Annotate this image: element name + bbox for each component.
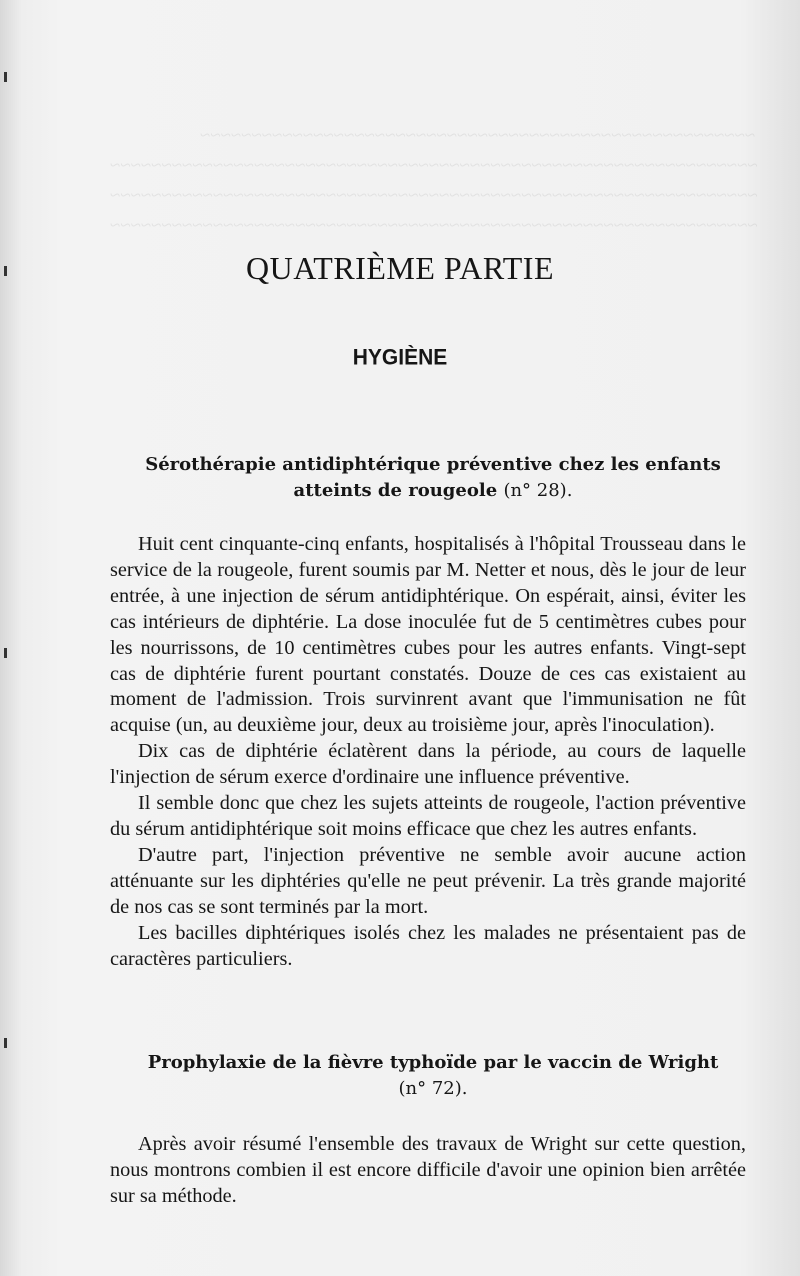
margin-mark xyxy=(4,648,7,658)
subsection-title-text: atteints de rougeole xyxy=(293,480,498,501)
reference-number: (n° 72). xyxy=(398,1078,468,1099)
margin-mark xyxy=(4,1038,7,1048)
subsection-title-line: Sérothérapie antidiphtérique préventive chez les enfants xyxy=(145,454,721,475)
show-through-texture: ~~~~~~~~~~~~~~~~~~~~~~~~~~~~~~~~~~~~~~~~~~~~~~~~~~~~~~~~~~~~~~~ xyxy=(110,215,758,236)
show-through-texture: ~~~~~~~~~~~~~~~~~~~~~~~~~~~~~~~~~~~~~~~~~~~~~~~~~~~~~~~~~~~~~~~ xyxy=(110,155,758,176)
subsection-heading xyxy=(108,452,758,504)
show-through-texture: ~~~~~~~~~~~~~~~~~~~~~~~~~~~~~~~~~~~~~~~~~~~~~~~~~~~~~~~~~~~~~~~ xyxy=(110,185,758,206)
subsection-title-line xyxy=(108,478,758,504)
reference-number: (n° 28). xyxy=(503,480,573,501)
paragraph: Huit cent cinquante-cinq enfants, hospitalisés à l'hôpital Trousseau dans le service de la rougeole, furent soumis par M. Netter et nous, dès le jour de leur entrée, à une injection de sérum antidiphtérique. On espérait, ainsi, éviter les cas intérieurs de diphtérie. La dose inoculée fut de 5 centimètres cubes pour les nourrissons, de 10 centimètres cubes pour les autres enfants. Vingt-sept cas de diphtérie furent pourtant constatés. Douze de ces cas existaient au moment de l'admission. Trois survinrent avant que l'immunisation ne fût acquise (un, au deuxième jour, deux au troisième jour, après l'inoculation). xyxy=(110,533,746,737)
paragraph: D'autre part, l'injection préventive ne semble avoir aucune action atténuante sur les diphtéries qu'elle ne peut prévenir. La très grande majorité de nos cas se sont terminés par la mort. xyxy=(110,843,746,918)
subsection-title-line: Prophylaxie de la fièvre typhoïde par le vaccin de Wright xyxy=(147,1052,719,1073)
body-text xyxy=(110,1132,746,1210)
part-title: QUATRIÈME PARTIE xyxy=(245,250,554,286)
section-title: HYGIÈNE xyxy=(352,345,448,370)
paragraph: Dix cas de diphtérie éclatèrent dans la période, au cours de laquelle l'injection de sérum exerce d'ordinaire une influence préventive. xyxy=(110,740,746,789)
body-text xyxy=(110,532,746,972)
paragraph: Après avoir résumé l'ensemble des travaux de Wright sur cette question, nous montrons combien il est encore difficile d'avoir une opinion bien arrêtée sur sa méthode. xyxy=(110,1133,746,1207)
paragraph: Les bacilles diphtériques isolés chez les malades ne présentaient pas de caractères particuliers. xyxy=(110,921,746,970)
show-through-texture: ~~~~~~~~~~~~~~~~~~~~~~~~~~~~~~~~~~~~~~~~~~~~~~~~~~~~~~ xyxy=(200,125,756,146)
paragraph: Il semble donc que chez les sujets atteints de rougeole, l'action préventive du sérum antidiphtérique soit moins efficace que chez les autres enfants. xyxy=(110,792,746,840)
subsection-heading xyxy=(108,1050,758,1102)
margin-mark xyxy=(4,72,7,82)
